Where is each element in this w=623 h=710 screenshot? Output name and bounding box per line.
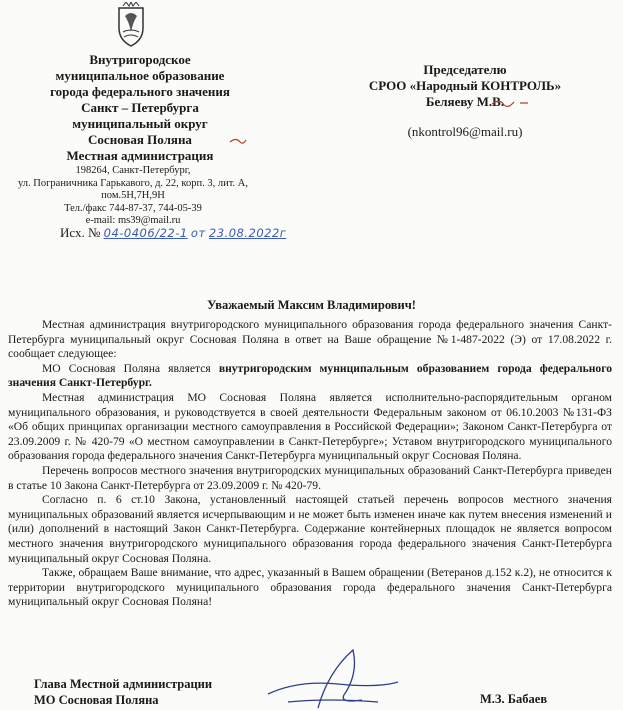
signatory-title-line: Глава Местной администрации	[34, 677, 213, 691]
coat-of-arms-emblem	[111, 2, 151, 50]
org-line: Санкт – Петербурга	[81, 100, 199, 115]
org-line: муниципальный округ	[72, 116, 208, 131]
org-line: Местная администрация	[66, 148, 214, 163]
paragraph: Также, обращаем Ваше внимание, что адрес, указанный в Вашем обращении (Ветеранов д.152 к.2), не относится к территории внутригородского муниципального образования города федерального значения Санкт-Петербурга муниципальный округ Сосновая Поляна!	[8, 566, 612, 609]
address-line: Тел./факс 744-87-37, 744-05-39	[64, 202, 202, 214]
handwritten-signature	[258, 642, 408, 710]
signatory-title	[34, 676, 212, 708]
outgoing-number: 04-0406/22-1	[103, 226, 188, 240]
outgoing-label: Исх. №	[60, 225, 101, 240]
org-line: города федерального значения	[50, 84, 230, 99]
sender-organization	[40, 52, 240, 164]
org-line: Сосновая Поляна	[88, 132, 192, 147]
outgoing-date-prefix: от	[190, 226, 206, 240]
paragraph: Перечень вопросов местного значения внутригородских муниципальных образований Санкт-Петербурга приведен в статье 10 Закона Санкт-Петербурга от 23.09.2009 г. № 420-79.	[8, 463, 612, 492]
org-line: муниципальное образование	[55, 68, 225, 83]
org-line: Внутригородское	[89, 52, 191, 67]
salutation: Уважаемый Максим Владимирович!	[207, 298, 416, 312]
sender-address	[2, 165, 264, 228]
recipient-email: (nkontrol96@mail.ru)	[407, 124, 523, 139]
signatory-title-line: МО Сосновая Поляна	[34, 693, 159, 707]
recipient-line: СРОО «Народный КОНТРОЛЬ»	[368, 78, 562, 93]
outgoing-reference	[60, 225, 286, 241]
recipient-line: Беляеву М.В.	[425, 94, 505, 109]
outgoing-date: 23.08.2022г	[208, 226, 287, 240]
address-line: пом.5Н,7Н,9Н	[101, 190, 165, 201]
recipient-line: Председателю	[423, 62, 507, 77]
letter-body	[8, 318, 612, 610]
paragraph: Согласно п. 6 ст.10 Закона, установленный настоящей статьей перечень вопросов местного значения муниципальных образований является исчерпывающим и не может быть изменен иначе как путем внесения изменений и (или) дополнений в настоящий Закон Санкт-Петербурга. Содержание контейнерных площадок не является вопросом местного значения внутригородского муниципального образования города федерального значения Санкт-Петербурга муниципальный округ Сосновая Поляна.	[8, 493, 612, 565]
paragraph-bold-text: внутригородским муниципальным образованием города федерального значения Санкт-Петербург.	[8, 361, 612, 390]
recipient-block	[330, 62, 600, 140]
red-pen-mark	[490, 96, 530, 110]
paragraph: Местная администрация МО Сосновая Поляна является исполнительно-распорядительным органом муниципального образования, и руководствуется в своей деятельности Федеральным законом от 06.10.2003 №131-ФЗ «Об общих принципах организации местного самоуправления в Российской Федерации»; Законом Санкт-Петербурга от 23.09.2009 г. № 420-79 «О местном самоуправлении в Санкт-Петербурге»; Уставом внутригородского муниципального образования города федерального значения Санкт-Петербурга муниципальный округ Сосновая Поляна.	[8, 390, 612, 463]
paragraph: Местная администрация внутригородского муниципального образования города федерального значения Санкт-Петербурга муниципальный округ Сосновая Поляна в ответ на Ваше обращение №1-487-2022 (Э) от 17.08.2022 г. сообщает следующее:	[8, 318, 612, 361]
red-pen-mark	[228, 136, 248, 146]
address-line: e-mail: ms39@mail.ru	[85, 215, 181, 226]
paragraph	[8, 362, 612, 391]
paragraph-text: МО Сосновая Поляна является	[42, 361, 219, 375]
address-line: ул. Пограничника Гарькавого, д. 22, корп. 3, лит. А,	[17, 177, 248, 189]
signatory-name: М.З. Бабаев	[480, 692, 548, 706]
address-line: 198264, Санкт-Петербург,	[75, 165, 191, 176]
